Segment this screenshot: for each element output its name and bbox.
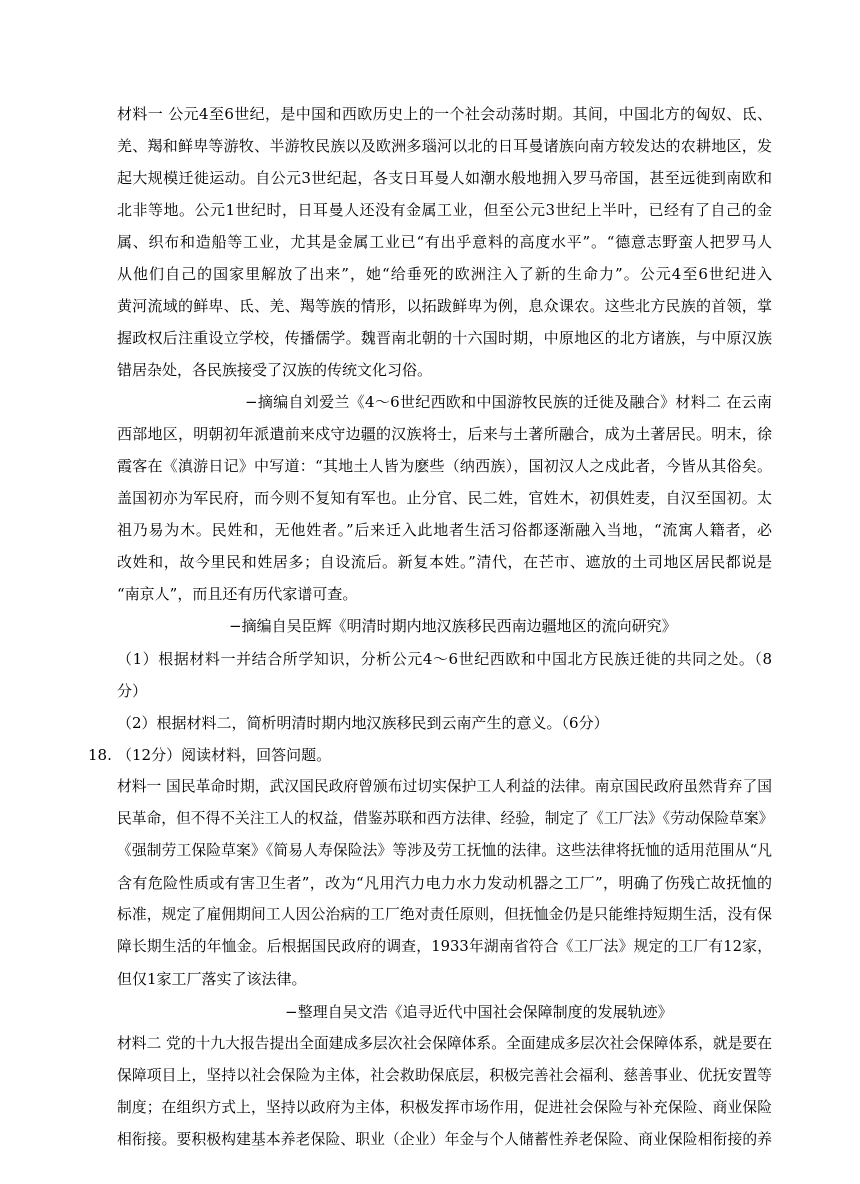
m4-line: 材料二 党的十九大报告提出全面建成多层次社会保障体系。全面建成多层次社会保障体系，就是要在: [117, 1035, 772, 1052]
m2-line: “南京人”，而且还有历代家谱可查。: [117, 585, 358, 603]
source-attribution: −摘编自吴臣辉《明清时期内地汉族移民西南边疆地区的流向研究》: [229, 617, 677, 635]
m1-line: 握政权后注重设立学校，传播儒学。魏晋南北朝的十六国时期，中原地区的北方诸族，与中原汉族: [117, 329, 772, 347]
m1-line: 北非等地。公元1世纪时，日耳曼人还没有金属工业，但至公元3世纪上半叶，已经有了自己的金: [117, 201, 772, 219]
question-number: 18.: [88, 746, 112, 764]
m3-line: 标准，规定了雇佣期间工人因公治病的工厂绝对责任原则，但抚恤金仍是只能维持短期生活，没有保: [117, 906, 772, 923]
m1-line: 错居杂处，各民族接受了汉族的传统文化习俗。: [117, 361, 433, 379]
source-attribution: −整理自吴文浩《追寻近代中国社会保障制度的发展轨迹》: [285, 1003, 673, 1021]
m1-line: 属、织布和造船等工业，尤其是金属工业已“有出乎意料的高度水平”。“德意志野蛮人把罗马人: [117, 233, 772, 251]
m2-line: 盖国初亦为军民府，而今则不复知有军也。止分官、民二姓，官姓木，初俱姓麦，自汉至国初。太: [117, 489, 772, 507]
m1-line: 黄河流域的鲜卑、氐、羌、羯等族的情形，以拓跋鲜卑为例，息众课农。这些北方民族的首领，掌: [117, 297, 772, 315]
m3-line: 民革命，但不得不关注工人的权益，借鉴苏联和西方法律、经验，制定了《工厂法》《劳动保险草案》: [117, 810, 774, 827]
m2-line: 西部地区，明朝初年派遣前来戍守边疆的汉族将士，后来与土著所融合，成为土著居民。明末，徐: [117, 425, 772, 443]
m3-line: 材料一 国民革命时期，武汉国民政府曾颁布过切实保护工人利益的法律。南京国民政府虽然背弃了国: [117, 778, 772, 795]
source-attribution: −摘编自刘爱兰《4～6世纪西欧和中国游牧民族的迁徙及融合》材料二 在云南: [245, 393, 772, 411]
m2-line: 改姓和，故今里民和姓居多；自设流后。新复本姓。”清代，在芒市、遮放的土司地区居民都说是: [117, 553, 772, 571]
m4-line: 相衔接。要积极构建基本养老保险、职业（企业）年金与个人储蓄性养老保险、商业保险相衔接的养: [117, 1131, 772, 1148]
m1-line: 起大规模迁徙运动。自公元3世纪起，各支日耳曼人如潮水般地拥入罗马帝国，甚至远徙到南欧和: [117, 169, 772, 187]
m3-line: 但仅1家工厂落实了该法律。: [117, 970, 307, 988]
m2-line: 霞客在《滇游日记》中写道：“其地土人皆为麽些（纳西族），国初汉人之戍此者，今皆从其俗矣。: [117, 457, 772, 475]
question-2: （2）根据材料二，简析明清时期内地汉族移民到云南产生的意义。（6分）: [117, 714, 609, 732]
m1-line: 材料一 公元4至6世纪，是中国和西欧历史上的一个社会动荡时期。其间，中国北方的匈奴、氐、: [117, 105, 772, 123]
m3-line: 《强制劳工保险草案》《简易人寿保险法》等涉及劳工抚恤的法律。这些法律将抚恤的适用范围从“凡: [117, 842, 772, 859]
question-1: （1）根据材料一并结合所学知识，分析公元4～6世纪西欧和中国北方民族迁徙的共同之处。（8: [117, 650, 772, 668]
m4-line: 保障项目上，坚持以社会保险为主体，社会救助保底层，积极完善社会福利、慈善事业、优抚安置等: [117, 1067, 772, 1084]
m2-line: 祖乃易为木。民姓和，无他姓者。”后来迁入此地者生活习俗都逐渐融入当地，“流寓人籍者，必: [117, 521, 772, 539]
m3-line: 含有危险性质或有害卫生者”，改为“凡用汽力电力水力发动机器之工厂”，明确了伤残亡故抚恤的: [117, 874, 772, 892]
question-1-cont: 分）: [117, 682, 148, 700]
m4-line: 制度；在组织方式上，坚持以政府为主体，积极发挥市场作用，促进社会保险与补充保险、商业保险: [117, 1099, 772, 1116]
m1-line: 羌、羯和鲜卑等游牧、半游牧民族以及欧洲多瑙河以北的日耳曼诸族向南方较发达的农耕地区，发: [117, 137, 772, 155]
m1-line: 从他们自己的国家里解放了出来”，她“给垂死的欧洲注入了新的生命力”。公元4至6世纪进入: [117, 265, 772, 283]
question-heading: （12分）阅读材料，回答问题。: [117, 746, 332, 764]
m3-line: 障长期生活的年恤金。后根据国民政府的调查，1933年湖南省符合《工厂法》规定的工厂有12家，: [117, 938, 772, 955]
